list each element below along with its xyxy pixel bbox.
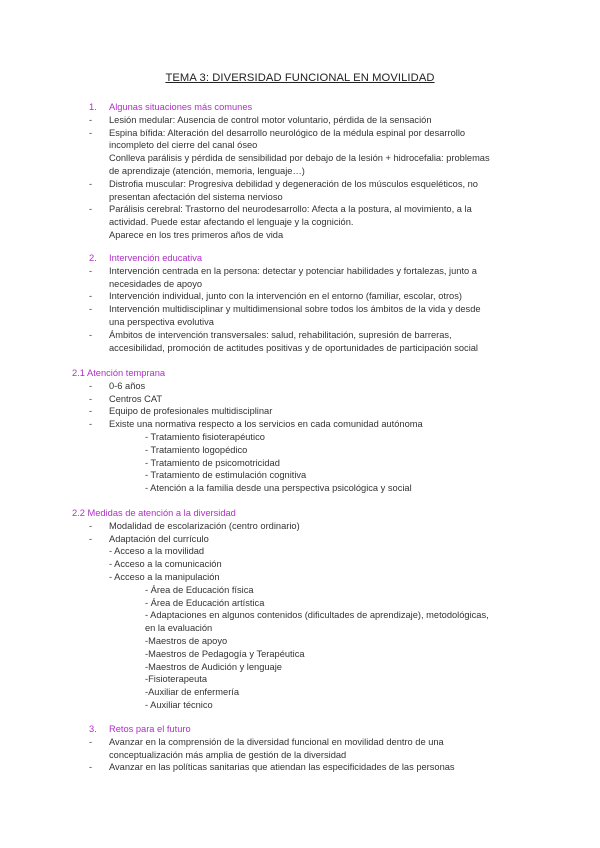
- list-item: Existe una normativa respecto a los servicios en cada comunidad autónoma: [109, 419, 423, 430]
- list-item: actividad. Puede estar afectando el lenguaje y la cognición.: [109, 217, 354, 228]
- bullet-dash: -: [89, 204, 93, 215]
- section-number: 1.: [89, 102, 97, 112]
- access-item: - Acceso a la comunicación: [109, 559, 222, 570]
- list-item: necesidades de apoyo: [109, 278, 203, 289]
- bullet-dash: -: [89, 406, 93, 417]
- list-item: Intervención multidisciplinar y multidimensional sobre todos los ámbitos de la vida y desde: [109, 304, 481, 315]
- list-item: Aparece en los tres primeros años de vida: [109, 230, 284, 240]
- bullet-dash: -: [89, 291, 93, 302]
- subsection-heading: 2.1 Atención temprana: [72, 368, 166, 378]
- list-item: conceptualización más amplia de gestión de la diversidad: [109, 749, 347, 760]
- bullet-dash: -: [89, 265, 93, 276]
- list-item: Avanzar en las políticas sanitarias que atiendan las especificidades de las personas: [109, 762, 455, 773]
- bullet-dash: -: [89, 520, 93, 531]
- list-item: Intervención individual, junto con la intervención en el entorno (familiar, escolar, otros): [109, 291, 462, 302]
- section-heading: Retos para el futuro: [109, 724, 191, 734]
- list-item: Lesión medular: Ausencia de control motor voluntario, pérdida de la sensación: [109, 114, 432, 125]
- bullet-dash: -: [89, 762, 93, 773]
- list-item: Adaptación del currículo: [109, 533, 209, 544]
- page-title: TEMA 3: DIVERSIDAD FUNCIONAL EN MOVILIDAD: [165, 72, 435, 84]
- list-item: Modalidad de escolarización (centro ordinario): [109, 520, 300, 531]
- list-item: Equipo de profesionales multidisciplinar: [109, 406, 273, 417]
- list-item: presentan afectación del sistema nervioso: [109, 191, 283, 202]
- bullet-dash: -: [89, 736, 93, 747]
- bullet-dash: -: [89, 127, 93, 138]
- list-item: Centros CAT: [109, 393, 163, 404]
- sub-list-item: - Tratamiento de estimulación cognitiva: [145, 470, 307, 481]
- sub-list-item: -Auxiliar de enfermería: [145, 687, 240, 698]
- bullet-dash: -: [89, 329, 93, 340]
- sub-list-item: - Área de Educación artística: [145, 597, 265, 608]
- sub-list-item: - Atención a la familia desde una perspectiva psicológica y social: [145, 483, 412, 494]
- list-item: Distrofia muscular: Progresiva debilidad y degeneración de los músculos esqueléticos, no: [109, 178, 478, 189]
- sub-list-item: -Maestros de Audición y lenguaje: [145, 661, 282, 672]
- list-item: accesibilidad, promoción de actitudes positivas y de oportunidades de participación social: [109, 342, 478, 353]
- list-item: 0-6 años: [109, 380, 146, 391]
- subsection-heading: 2.2 Medidas de atención a la diversidad: [72, 508, 236, 518]
- sub-list-item: en la evaluación: [145, 623, 213, 634]
- sub-list-item: - Adaptaciones en algunos contenidos (dificultades de aprendizaje), metodológicas,: [145, 610, 489, 621]
- sub-list-item: -Maestros de apoyo: [145, 636, 228, 646]
- bullet-dash: -: [89, 380, 93, 391]
- list-item: Avanzar en la comprensión de la diversidad funcional en movilidad dentro de una: [109, 736, 444, 747]
- sub-list-item: - Auxiliar técnico: [145, 700, 213, 710]
- section-number: 2.: [89, 253, 97, 263]
- bullet-dash: -: [89, 419, 93, 430]
- list-item: Parálisis cerebral: Trastorno del neurodesarrollo: Afecta a la postura, al movimiento, a la: [109, 204, 472, 215]
- sub-list-item: - Área de Educación física: [145, 584, 254, 595]
- list-item: Ámbitos de intervención transversales: salud, rehabilitación, supresión de barreras,: [109, 329, 452, 340]
- sub-list-item: -Maestros de Pedagogía y Terapéutica: [145, 648, 305, 659]
- list-item: una perspectiva evolutiva: [109, 317, 214, 327]
- list-item: Intervención centrada en la persona: detectar y potenciar habilidades y fortalezas, junto a: [109, 265, 477, 276]
- section-number: 3.: [89, 724, 97, 734]
- section-heading: Algunas situaciones más comunes: [109, 102, 253, 112]
- list-item: de aprendizaje (atención, memoria, lenguaje…): [109, 166, 305, 176]
- list-item: Espina bífida: Alteración del desarrollo neurológico de la médula espinal por desarrollo: [109, 127, 466, 138]
- access-item: - Acceso a la movilidad: [109, 546, 205, 557]
- section-heading: Intervención educativa: [109, 253, 203, 263]
- bullet-dash: -: [89, 304, 93, 315]
- sub-list-item: - Tratamiento fisioterapéutico: [145, 432, 265, 442]
- sub-list-item: - Tratamiento logopédico: [145, 444, 248, 455]
- list-item: incompleto del cierre del canal óseo: [109, 140, 258, 151]
- list-item: Conlleva parálisis y pérdida de sensibilidad por debajo de la lesión + hidrocefalia: problemas: [109, 153, 490, 164]
- bullet-dash: -: [89, 178, 93, 189]
- bullet-dash: -: [89, 393, 93, 404]
- bullet-dash: -: [89, 533, 93, 544]
- sub-list-item: -Fisioterapeuta: [145, 674, 208, 685]
- bullet-dash: -: [89, 114, 93, 125]
- sub-list-item: - Tratamiento de psicomotricidad: [145, 457, 280, 468]
- access-item: - Acceso a la manipulación: [109, 572, 220, 582]
